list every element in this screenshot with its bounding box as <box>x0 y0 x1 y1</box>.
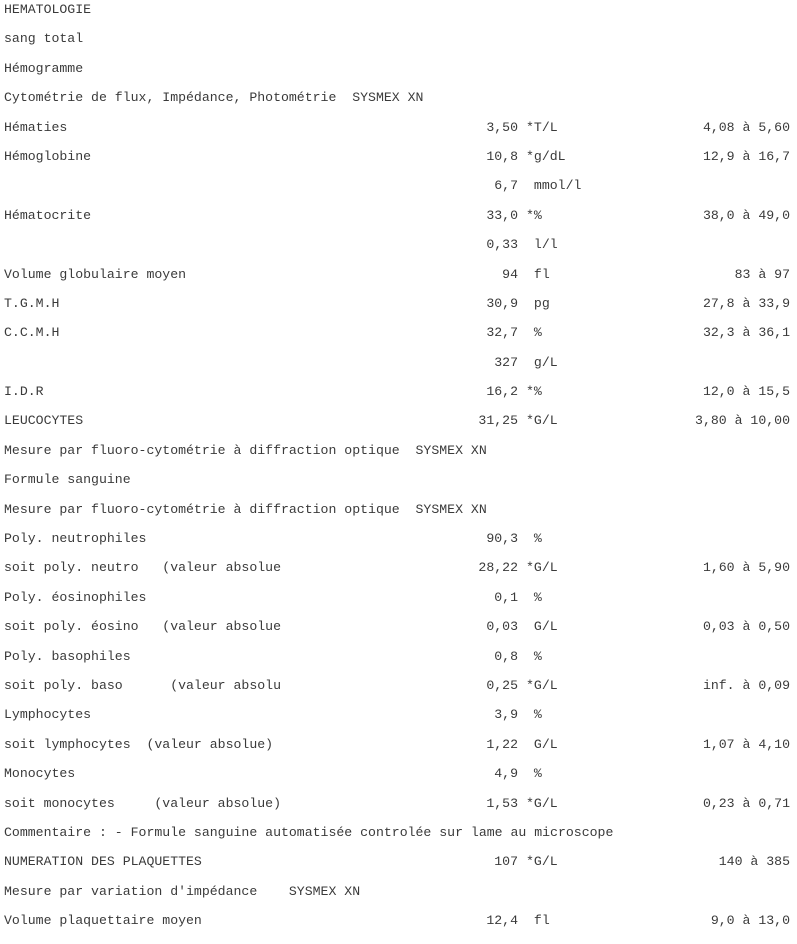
result-row <box>4 384 794 413</box>
result-row <box>4 619 794 648</box>
result-label: Lymphocytes <box>4 707 92 723</box>
result-value: 30,9 <box>486 295 518 311</box>
result-label: soit lymphocytes (valeur absolue) <box>4 736 274 752</box>
header-line <box>4 61 794 90</box>
result-label: Monocytes <box>4 766 76 782</box>
result-unit: *G/L <box>526 795 558 811</box>
reference-range: 27,8 à 33,9 <box>702 295 790 311</box>
result-value: 3,50 <box>486 119 518 135</box>
result-row <box>4 707 794 736</box>
result-label: Volume globulaire moyen <box>4 266 187 282</box>
result-row <box>4 854 794 883</box>
reference-range: 1,60 à 5,90 <box>702 560 790 576</box>
reference-range: 0,23 à 0,71 <box>702 795 790 811</box>
result-unit: *g/dL <box>526 148 566 164</box>
result-value: 0,1 <box>494 589 518 605</box>
result-label: soit poly. éosino (valeur absolue <box>4 619 281 635</box>
result-value: 107 <box>494 854 518 870</box>
reference-range: 3,80 à 10,00 <box>695 413 790 429</box>
result-unit: % <box>526 766 542 782</box>
result-value: 0,8 <box>494 648 518 664</box>
result-row <box>4 502 794 531</box>
header-line <box>4 90 794 119</box>
result-row <box>4 913 794 942</box>
result-value: 32,7 <box>486 325 518 341</box>
reference-range: 12,0 à 15,5 <box>702 384 790 400</box>
result-value: 4,9 <box>494 766 518 782</box>
result-row <box>4 120 794 149</box>
result-value: 94 <box>502 266 518 282</box>
header-line <box>4 31 794 60</box>
result-value: 1,53 <box>486 795 518 811</box>
header-text: Cytométrie de flux, Impédance, Photométrie SYSMEX XN <box>4 90 424 106</box>
result-value: 33,0 <box>486 207 518 223</box>
result-unit: % <box>526 325 542 341</box>
result-row <box>4 531 794 560</box>
result-row <box>4 178 794 207</box>
result-label: Hématocrite <box>4 207 92 223</box>
reference-range: 1,07 à 4,10 <box>702 736 790 752</box>
result-row <box>4 149 794 178</box>
header-text: HEMATOLOGIE <box>4 2 92 17</box>
result-row <box>4 766 794 795</box>
header-text: sang total <box>4 31 84 47</box>
reference-range: 0,03 à 0,50 <box>702 619 790 635</box>
result-unit: *% <box>526 207 542 223</box>
result-value: 1,22 <box>486 736 518 752</box>
result-unit: fl <box>526 266 550 282</box>
result-label: Mesure par fluoro-cytométrie à diffraction optique SYSMEX XN <box>4 442 487 458</box>
result-row <box>4 737 794 766</box>
result-unit: % <box>526 589 542 605</box>
result-label: Poly. basophiles <box>4 648 131 664</box>
result-label: soit monocytes (valeur absolue) <box>4 795 281 811</box>
reference-range: 38,0 à 49,0 <box>702 207 790 223</box>
reference-range: 4,08 à 5,60 <box>702 119 790 135</box>
result-unit: G/L <box>526 736 558 752</box>
result-unit: fl <box>526 913 550 929</box>
result-value: 28,22 <box>478 560 518 576</box>
result-unit: *% <box>526 384 542 400</box>
result-row <box>4 267 794 296</box>
result-row <box>4 884 794 913</box>
result-label: Poly. neutrophiles <box>4 531 147 547</box>
result-label: Mesure par fluoro-cytométrie à diffraction optique SYSMEX XN <box>4 501 487 517</box>
result-row <box>4 649 794 678</box>
reference-range: 140 à 385 <box>718 854 790 870</box>
result-unit: *G/L <box>526 413 558 429</box>
reference-range: 9,0 à 13,0 <box>710 913 790 929</box>
result-value: 12,4 <box>486 913 518 929</box>
result-value: 327 <box>494 354 518 370</box>
result-value: 31,25 <box>478 413 518 429</box>
result-row <box>4 237 794 266</box>
result-value: 10,8 <box>486 148 518 164</box>
result-unit: G/L <box>526 619 558 635</box>
result-row <box>4 443 794 472</box>
header-line <box>4 2 794 31</box>
result-label: Poly. éosinophiles <box>4 589 147 605</box>
result-value: 0,25 <box>486 677 518 693</box>
result-label: soit poly. baso (valeur absolu <box>4 677 281 693</box>
result-row <box>4 472 794 501</box>
result-row <box>4 325 794 354</box>
reference-range: 12,9 à 16,7 <box>702 148 790 164</box>
reference-range: inf. à 0,09 <box>702 677 790 693</box>
result-label: T.G.M.H <box>4 295 60 311</box>
result-unit: *G/L <box>526 677 558 693</box>
result-label: I.D.R <box>4 384 44 400</box>
result-label: Formule sanguine <box>4 472 131 488</box>
result-label: C.C.M.H <box>4 325 60 341</box>
result-unit: % <box>526 707 542 723</box>
result-row <box>4 296 794 325</box>
result-label: LEUCOCYTES <box>4 413 84 429</box>
result-unit: mmol/l <box>526 178 582 194</box>
result-row <box>4 796 794 825</box>
lab-report <box>4 2 794 943</box>
result-row <box>4 590 794 619</box>
result-value: 0,33 <box>486 237 518 253</box>
result-unit: *T/L <box>526 119 558 135</box>
result-label: NUMERATION DES PLAQUETTES <box>4 854 202 870</box>
result-unit: *G/L <box>526 560 558 576</box>
result-label: Volume plaquettaire moyen <box>4 913 202 929</box>
result-value: 0,03 <box>486 619 518 635</box>
result-value: 16,2 <box>486 384 518 400</box>
reference-range: 32,3 à 36,1 <box>702 325 790 341</box>
result-label: Hémoglobine <box>4 148 92 164</box>
result-row <box>4 678 794 707</box>
result-row <box>4 355 794 384</box>
result-unit: g/L <box>526 354 558 370</box>
reference-range: 83 à 97 <box>734 266 790 282</box>
result-label: Hématies <box>4 119 68 135</box>
result-unit: % <box>526 648 542 664</box>
result-label: soit poly. neutro (valeur absolue <box>4 560 281 576</box>
result-unit: *G/L <box>526 854 558 870</box>
result-unit: l/l <box>526 237 558 253</box>
result-unit: % <box>526 531 542 547</box>
header-text: Hémogramme <box>4 60 84 76</box>
result-row <box>4 560 794 589</box>
result-unit: pg <box>526 295 550 311</box>
result-value: 90,3 <box>486 531 518 547</box>
result-label: Commentaire : - Formule sanguine automatisée controlée sur lame au microscope <box>4 824 614 840</box>
result-label: Mesure par variation d'impédance SYSMEX XN <box>4 883 361 899</box>
result-value: 3,9 <box>494 707 518 723</box>
result-row <box>4 825 794 854</box>
result-row <box>4 413 794 442</box>
result-row <box>4 208 794 237</box>
result-value: 6,7 <box>494 178 518 194</box>
